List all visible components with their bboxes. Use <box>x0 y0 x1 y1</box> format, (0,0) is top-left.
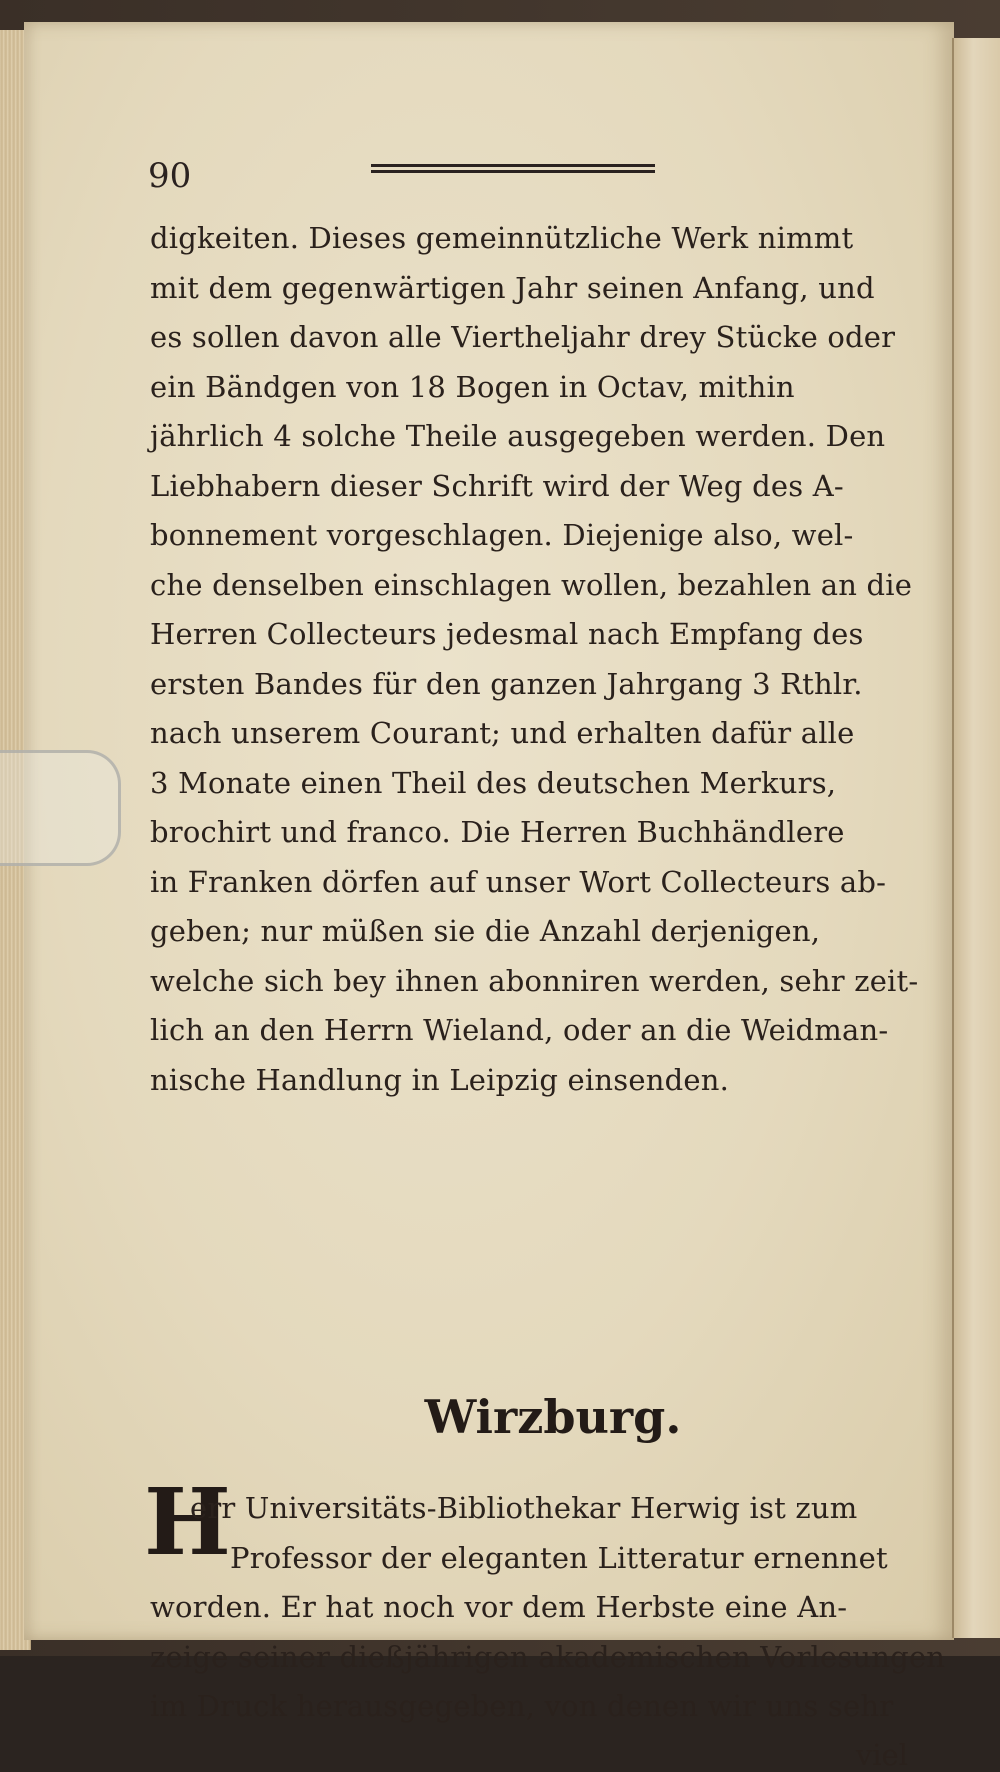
paragraph-2-continued <box>150 1583 946 1732</box>
text-line: mit dem gegenwärtigen Jahr seinen Anfang, und <box>150 270 875 305</box>
text-line: ersten Bandes für den ganzen Jahrgang 3 Rthlr. <box>150 666 863 701</box>
text-line: im Druck herausgegeben, von denen wir uns sehr <box>150 1689 894 1723</box>
text-line: brochirt und franco. Die Herren Buchhändlere <box>150 815 845 849</box>
text-line: Professor der eleganten Litteratur ernennet <box>230 1540 888 1575</box>
drop-cap: H <box>144 1468 231 1576</box>
text-line: worden. Er hat noch vor dem Herbste eine An- <box>150 1590 848 1624</box>
ornament-rule <box>371 164 655 184</box>
text-line: lich an den Herrn Wieland, oder an die Weidman- <box>150 1013 889 1047</box>
paragraph-2 <box>190 1484 916 1583</box>
book-page <box>24 22 954 1772</box>
text-line: bonnement vorgeschlagen. Diejenige also, wel- <box>150 518 854 552</box>
text-line: nach unserem Courant; und erhalten dafür alle <box>150 716 855 750</box>
text-line: ein Bändgen von 18 Bogen in Octav, mithin <box>150 369 795 404</box>
text-line: geben; nur müßen sie die Anzahl derjenigen, <box>150 914 821 948</box>
text-line: Herren Collecteurs jedesmal nach Empfang des <box>150 617 864 651</box>
text-line: Liebhabern dieser Schrift wird der Weg des A- <box>150 468 844 503</box>
text-line: welche sich bey ihnen abonniren werden, sehr zeit- <box>150 963 919 998</box>
text-line: jährlich 4 solche Theile ausgegeben werden. Den <box>150 419 886 453</box>
text-line: digkeiten. Dieses gemeinnützliche Werk nimmt <box>150 221 854 255</box>
page-number: 90 <box>148 156 192 196</box>
page-clip <box>0 750 121 866</box>
text-line: zeige seiner dießjährigen akademischen Vorlesungen <box>150 1639 946 1674</box>
text-line: in Franken dörfen auf unser Wort Collecteurs ab- <box>150 864 887 899</box>
text-line: che denselben einschlagen wollen, bezahlen an die <box>150 567 913 602</box>
facing-page-edge <box>952 38 1000 1638</box>
text-line: 3 Monate einen Theil des deutschen Merkurs, <box>150 765 837 800</box>
catchword: viel <box>855 1738 908 1772</box>
paragraph-1 <box>144 214 946 1772</box>
section-heading: Wirzburg. <box>424 1390 682 1444</box>
text-line: err Universitäts-Bibliothekar Herwig ist zum <box>190 1491 858 1525</box>
text-line: es sollen davon alle Viertheljahr drey Stücke oder <box>150 320 896 354</box>
text-line: nische Handlung in Leipzig einsenden. <box>150 1062 729 1097</box>
